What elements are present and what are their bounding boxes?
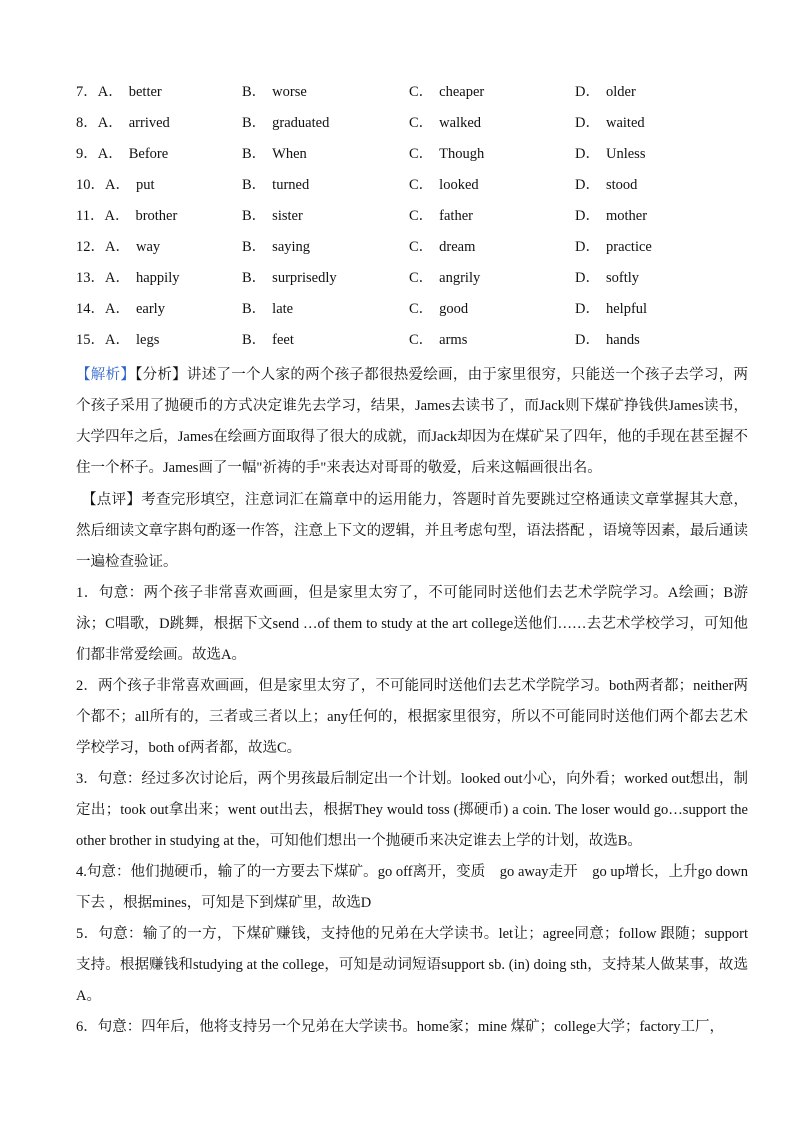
option-label: D．	[575, 301, 600, 317]
explanation-5: 5．句意：输了的一方，下煤矿赚钱，支持他的兄弟在大学读书。let让；agree同意；follow 跟随；support支持。根据赚钱和studying at the college，可知是动词短语support sb. (in) doing sth，支持某人做某事，故选A。	[76, 926, 748, 1004]
option-label: B．	[242, 239, 267, 255]
option-b	[242, 113, 329, 133]
explanation-3: 3．句意：经过多次讨论后，两个男孩最后制定出一个计划。looked out小心，向外看；worked out想出，制定出；took out拿出来；went out出去，根据They would toss (掷硬币) a coin. The loser would go…support the other brother in studying at the，可知他们想出一个抛硬币来决定谁去上学的计划，故选B。	[76, 771, 748, 849]
option-c	[409, 299, 468, 319]
option-c	[409, 113, 481, 133]
option-label: D．	[575, 146, 600, 162]
option-d	[575, 144, 645, 164]
option-label: B．	[242, 177, 267, 193]
option-text: mother	[605, 208, 648, 224]
explanation-6: 6．句意：四年后，他将支持另一个兄弟在大学读书。home家；mine 煤矿；college大学；factory工厂，	[76, 1019, 725, 1035]
option-text: brother	[135, 208, 178, 224]
option-label: A．	[105, 301, 130, 317]
question-number: 7．	[76, 84, 98, 100]
question-number: 12．	[76, 239, 105, 255]
option-label: C．	[409, 177, 434, 193]
option-label: A．	[105, 270, 130, 286]
question-number: 11．	[76, 208, 105, 224]
question-row	[76, 299, 716, 319]
analysis-paragraph	[76, 360, 748, 484]
option-a	[76, 175, 155, 195]
option-text: hands	[605, 332, 640, 348]
option-text: looked	[439, 177, 479, 193]
option-label: A．	[105, 239, 130, 255]
option-d	[575, 330, 640, 350]
option-label: D．	[575, 177, 600, 193]
option-text: saying	[272, 239, 311, 255]
option-b	[242, 268, 337, 288]
option-d	[575, 82, 636, 102]
option-b	[242, 144, 307, 164]
option-b	[242, 175, 309, 195]
option-a	[76, 299, 165, 319]
option-label: D．	[575, 208, 600, 224]
question-row	[76, 113, 716, 133]
option-text: put	[135, 177, 155, 193]
option-label: D．	[575, 332, 600, 348]
option-d	[575, 175, 637, 195]
option-text: Though	[439, 146, 485, 162]
option-label: B．	[242, 146, 267, 162]
analysis-tag: 【解析】	[76, 367, 136, 383]
question-row	[76, 330, 716, 350]
question-number: 10．	[76, 177, 105, 193]
option-label: B．	[242, 84, 267, 100]
option-label: C．	[409, 84, 434, 100]
option-text: angrily	[439, 270, 481, 286]
question-number: 13．	[76, 270, 105, 286]
option-d	[575, 113, 645, 133]
option-c	[409, 82, 484, 102]
option-text: early	[135, 301, 165, 317]
explanation-1: 1．句意：两个孩子非常喜欢画画，但是家里太穷了，不可能同时送他们去艺术学院学习。A绘画；B游泳；C唱歌，D跳舞，根据下文send …of them to study at the art college送他们……去艺术学校学习，可知他们都非常爱绘画。故选A。	[76, 585, 748, 663]
option-text: helpful	[605, 301, 648, 317]
option-text: walked	[439, 115, 482, 131]
explanation-2: 2．两个孩子非常喜欢画画，但是家里太穷了，不可能同时送他们去艺术学院学习。both两者都；neither两个都不；all所有的，三者或三者以上；any任何的，根据家里很穷，所以不可能同时送他们两个都去艺术学校学习，both of两者都，故选C。	[76, 678, 748, 756]
option-c	[409, 237, 475, 257]
question-row	[76, 82, 716, 102]
explanation-4: 4.句意：他们抛硬币，输了的一方要去下煤矿。go off离开，变质 go away走开 go up增长，上升go down下去 ，根据mines，可知是下到煤矿里，故选D	[76, 864, 748, 911]
option-text: sister	[272, 208, 303, 224]
option-c	[409, 268, 480, 288]
option-text: graduated	[272, 115, 330, 131]
option-text: Unless	[605, 146, 646, 162]
question-row	[76, 175, 716, 195]
option-a	[76, 237, 160, 257]
option-text: way	[135, 239, 161, 255]
option-label: A．	[104, 208, 130, 224]
option-label: A．	[97, 115, 123, 131]
option-text: happily	[135, 270, 180, 286]
option-text: turned	[272, 177, 310, 193]
option-d	[575, 206, 647, 226]
option-text: arrived	[128, 115, 170, 131]
option-label: A．	[105, 177, 130, 193]
option-a	[76, 82, 162, 102]
option-label: C．	[409, 146, 434, 162]
option-text: late	[272, 301, 294, 317]
option-label: D．	[575, 84, 600, 100]
option-b	[242, 82, 307, 102]
option-text: Before	[128, 146, 169, 162]
option-label: B．	[242, 332, 267, 348]
option-a	[76, 144, 168, 164]
option-text: stood	[605, 177, 638, 193]
option-text: cheaper	[439, 84, 485, 100]
option-text: dream	[439, 239, 476, 255]
option-label: D．	[575, 270, 600, 286]
option-label: C．	[409, 301, 434, 317]
question-number: 9．	[76, 146, 98, 162]
option-text: worse	[272, 84, 307, 100]
option-label: A．	[105, 332, 130, 348]
question-number: 15．	[76, 332, 105, 348]
analysis-text: 【分析】讲述了一个人家的两个孩子都很热爱绘画，由于家里很穷，只能送一个孩子去学习，两个孩子采用了抛硬币的方式决定谁先去学习，结果，James去读书了，而Jack则下煤矿挣钱供James读书，大学四年之后，James在绘画方面取得了很大的成就，而Jack却因为在煤矿呆了四年，他的手现在甚至握不住一个杯子。James画了一幅"祈祷的手"来表达对哥哥的敬爱，后来这幅画很出名。	[76, 367, 749, 476]
option-c	[409, 330, 467, 350]
option-d	[575, 237, 652, 257]
option-text: good	[439, 301, 469, 317]
option-a	[76, 330, 159, 350]
question-number: 8．	[76, 115, 98, 131]
question-row	[76, 268, 716, 288]
option-text: waited	[605, 115, 645, 131]
option-text: arms	[439, 332, 468, 348]
option-label: B．	[242, 208, 267, 224]
option-label: B．	[242, 301, 267, 317]
option-a	[76, 113, 170, 133]
option-label: A．	[97, 146, 123, 162]
option-label: A．	[97, 84, 123, 100]
option-c	[409, 175, 479, 195]
option-label: C．	[409, 239, 434, 255]
option-text: better	[128, 84, 162, 100]
option-label: D．	[575, 239, 600, 255]
option-text: legs	[135, 332, 160, 348]
option-a	[76, 206, 177, 226]
option-text: father	[439, 208, 473, 224]
option-a	[76, 268, 179, 288]
option-b	[242, 237, 310, 257]
option-text: older	[605, 84, 636, 100]
question-number: 14．	[76, 301, 105, 317]
option-text: practice	[605, 239, 652, 255]
option-text: When	[272, 146, 307, 162]
option-text: softly	[605, 270, 640, 286]
option-d	[575, 268, 639, 288]
option-label: C．	[409, 115, 434, 131]
option-text: feet	[272, 332, 294, 348]
option-label: C．	[409, 270, 434, 286]
option-b	[242, 299, 293, 319]
option-label: C．	[409, 332, 434, 348]
option-label: B．	[242, 115, 267, 131]
option-text: surprisedly	[272, 270, 337, 286]
option-label: D．	[575, 115, 600, 131]
option-b	[242, 330, 294, 350]
option-c	[409, 206, 473, 226]
option-d	[575, 299, 647, 319]
comment-paragraph: 【点评】考查完形填空，注意词汇在篇章中的运用能力，答题时首先要跳过空格通读文章掌握其大意，然后细读文章字斟句酌逐一作答，注意上下文的逻辑，并且考虑句型，语法搭配 ，语境等因素，最后通读一遍检查验证。	[76, 492, 748, 570]
question-row	[76, 206, 716, 226]
question-row	[76, 237, 716, 257]
option-c	[409, 144, 484, 164]
option-label: C．	[409, 208, 434, 224]
option-b	[242, 206, 303, 226]
option-label: B．	[242, 270, 267, 286]
question-row	[76, 144, 716, 164]
